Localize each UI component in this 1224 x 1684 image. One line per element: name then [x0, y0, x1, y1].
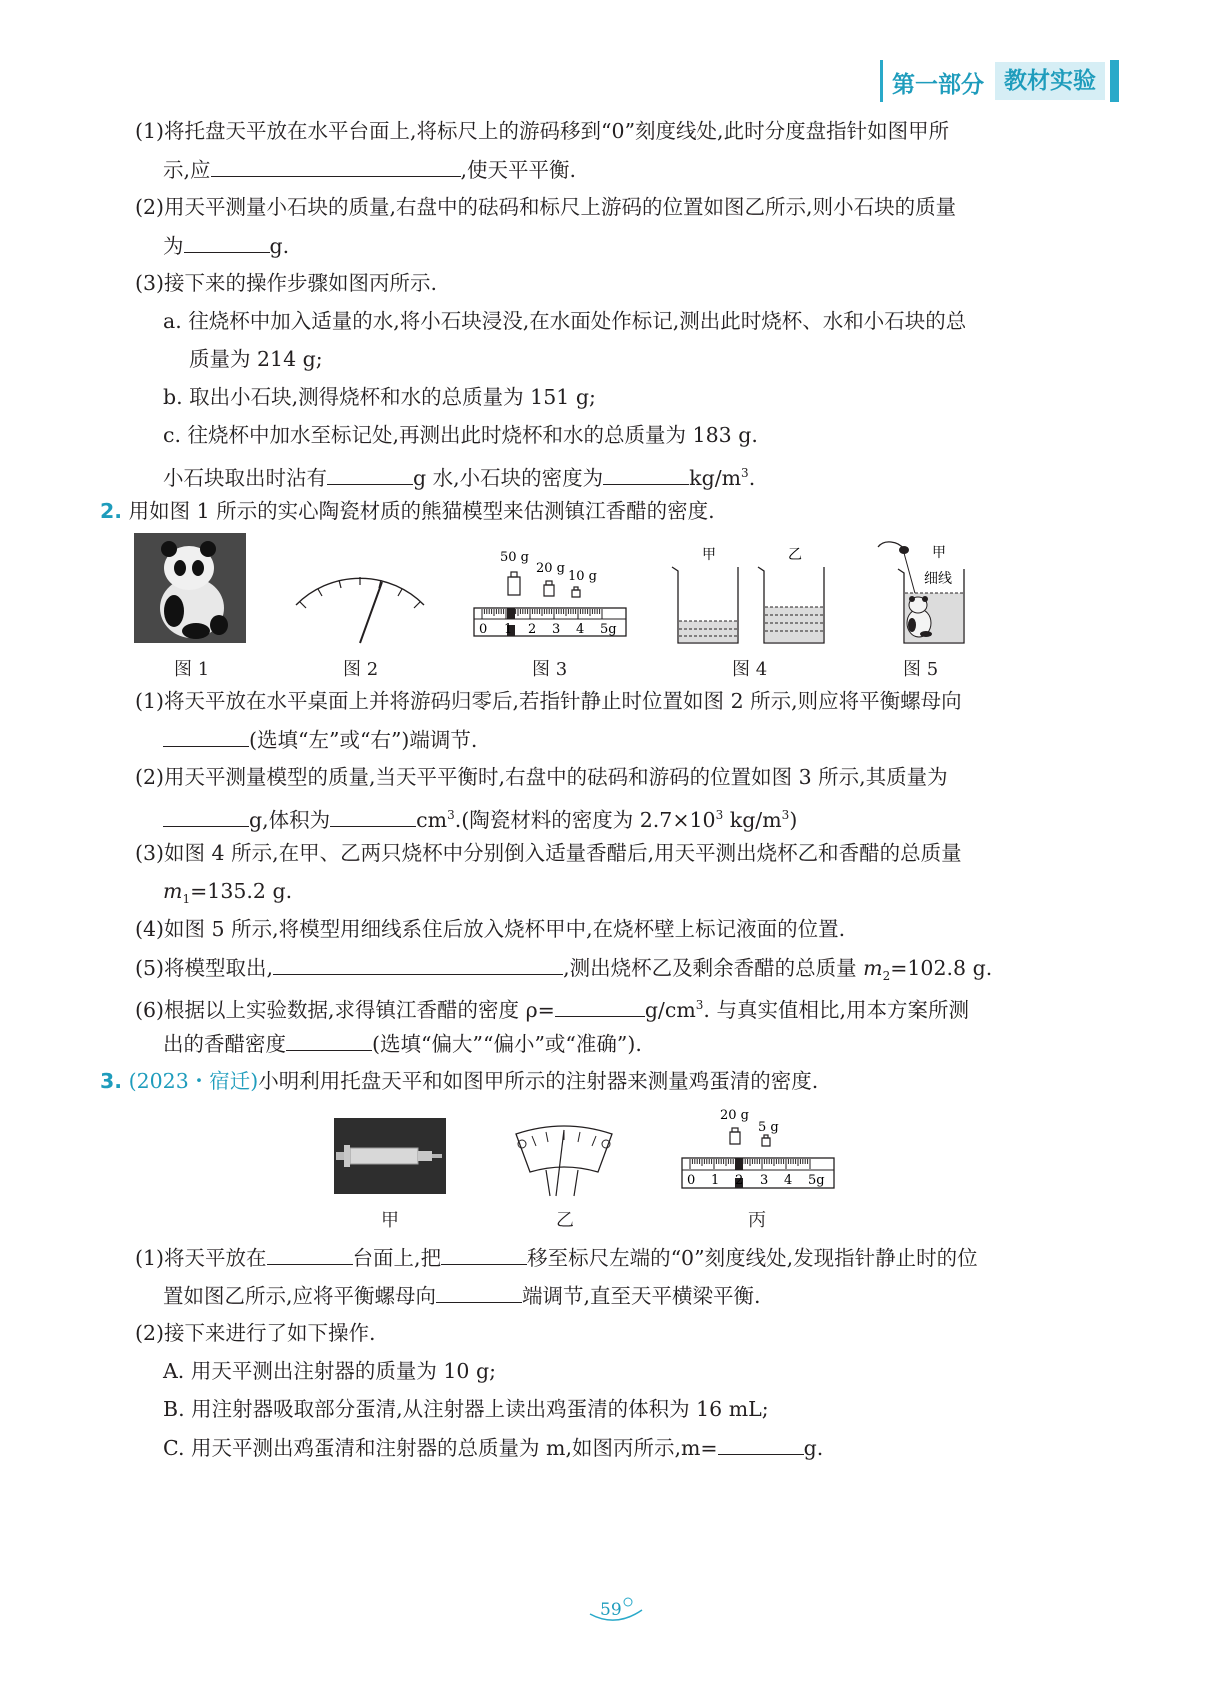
header-accent-bar: [880, 60, 883, 102]
scale-tick-5: 5g: [600, 622, 617, 637]
q2-part5-text: (5)将模型取出,: [135, 956, 274, 980]
q1-step-a-line1: a. 往烧杯中加入适量的水,将小石块浸没,在水面处作标记,测出此时烧杯、水和小石块的总: [163, 309, 967, 333]
q1-step-a-line2: 质量为 214 g;: [189, 347, 323, 371]
q1-step-b: b. 取出小石块,测得烧杯和水的总质量为 151 g;: [163, 385, 596, 409]
q2-part2-unit: cm: [416, 807, 448, 832]
weight-label-20g: 20 g: [720, 1108, 749, 1123]
q3-part1-text: (1)将天平放在: [135, 1246, 267, 1270]
scale-tick-5: 5g: [808, 1173, 825, 1188]
q3-step-B: B. 用注射器吸取部分蛋清,从注射器上读出鸡蛋清的体积为 16 mL;: [163, 1397, 769, 1421]
weight-label-20g: 20 g: [536, 561, 565, 576]
q2-part5: (5)将模型取出, ,测出烧杯乙及剩余香醋的总质量 $m_2=102.8$ g.: [135, 956, 993, 984]
q1-step2-line2: [163, 232, 289, 259]
q1-step1-tail: ,使天平平衡.: [460, 158, 577, 182]
q1-step2-text: 为: [163, 234, 184, 258]
q3-part1-line2: [163, 1282, 761, 1309]
q1-step1-text: 示,应: [163, 158, 211, 182]
caption-fig5: 图 5: [903, 659, 939, 680]
q3-part1-text2: 置如图乙所示,应将平衡螺母向: [163, 1284, 437, 1308]
answer-blank[interactable]: [555, 996, 645, 1017]
q3-part1-line1: [135, 1244, 978, 1271]
scale-tick-0: 0: [479, 622, 488, 637]
answer-blank[interactable]: [441, 1244, 527, 1265]
scale-tick-4: 4: [784, 1173, 793, 1188]
figure-2-dial: [290, 565, 430, 649]
q2-part3-value: =135.2 g.: [190, 879, 293, 903]
caption-yi: 乙: [556, 1210, 574, 1231]
q1-step-d: 小石块取出时沾有 g 水,小石块的密度为 $kg/m^3$.: [163, 465, 756, 490]
figure-bing-weights-scale: [678, 1106, 838, 1202]
section-header: [880, 58, 1126, 104]
q1-step-c: c. 往烧杯中加水至标记处,再测出此时烧杯和水的总质量为 183 g.: [163, 423, 758, 447]
figure-3-weights-scale: [470, 547, 630, 651]
q3-stem: [100, 1068, 818, 1094]
page-number-text: 59: [600, 1600, 622, 1620]
q1-step2-line1: (2)用天平测量小石块的质量,右盘中的砝码和标尺上游码的位置如图乙所示,则小石块的质量: [135, 195, 957, 219]
figure-1-panda-photo: [134, 533, 246, 647]
scale-tick-2: 2: [528, 622, 537, 637]
q3-source: (2023・宿迁): [128, 1069, 259, 1093]
caption-fig1: 图 1: [174, 659, 210, 680]
caption-jia: 甲: [381, 1210, 399, 1231]
q2-stem: [100, 498, 715, 524]
q2-part2-line2: g,体积为 $cm^3$.(陶瓷材料的密度为 $2.7\times 10^3$ $kg/m^3$): [163, 802, 797, 833]
q3-step-C-text: C. 用天平测出鸡蛋清和注射器的总质量为 m,如图丙所示,m=: [163, 1436, 718, 1460]
caption-fig3: 图 3: [532, 659, 568, 680]
q2-part4: (4)如图 5 所示,将模型用细线系住后放入烧杯甲中,在烧杯壁上标记液面的位置.: [135, 917, 846, 941]
answer-blank[interactable]: [211, 156, 461, 177]
answer-blank[interactable]: [184, 232, 270, 253]
q1-step1-line1: (1)将托盘天平放在水平台面上,将标尺上的游码移到“0”刻度线处,此时分度盘指针如图甲所: [135, 119, 950, 143]
answer-blank[interactable]: [327, 464, 413, 485]
q2-number: 2.: [100, 499, 123, 523]
q2-part2-note2: kg/m: [723, 807, 782, 832]
scale-tick-2: 2: [735, 1173, 744, 1188]
q3-part2: (2)接下来进行了如下操作.: [135, 1321, 376, 1345]
q2-stem-text: 用如图 1 所示的实心陶瓷材质的熊猫模型来估测镇江香醋的密度.: [128, 499, 715, 523]
header-section: 教材实验: [995, 62, 1105, 100]
thread-label: 细线: [924, 571, 952, 587]
page-number: [600, 1600, 622, 1620]
q1-d-text: 小石块取出时沾有: [163, 465, 327, 490]
q3-step-C-tail: g.: [803, 1436, 824, 1460]
weight-label-10g: 10 g: [568, 569, 597, 584]
q2-part1-tail: (选填“左”或“右”)端调节.: [249, 728, 478, 752]
q3-part1-mid: 台面上,把: [352, 1246, 442, 1270]
caption-bing: 丙: [748, 1210, 766, 1231]
q1-step1-line2: [163, 156, 576, 183]
scale-tick-3: 3: [760, 1173, 769, 1188]
q2-part6-tail2: (选填“偏大”“偏小”或“准确”).: [372, 1032, 642, 1056]
caption-fig2: 图 2: [343, 659, 379, 680]
answer-blank[interactable]: [163, 806, 249, 827]
answer-blank[interactable]: [330, 806, 416, 827]
answer-blank[interactable]: [163, 726, 249, 747]
q2-part1-line2: [163, 726, 477, 753]
weight-label-5g: 5 g: [758, 1120, 779, 1135]
q3-part1-tail: 移至标尺左端的“0”刻度线处,发现指针静止时的位: [527, 1246, 978, 1270]
q2-part6-line1: (6)根据以上实验数据,求得镇江香醋的密度 $\rho= g/cm^3$. 与真实值相比,用本方案所测: [135, 997, 969, 1022]
answer-blank[interactable]: [273, 954, 563, 975]
beaker-label-jia: 甲: [932, 545, 946, 561]
scale-tick-1: 1: [711, 1173, 720, 1188]
q2-part6-text2: 出的香醋密度: [163, 1032, 286, 1056]
header-accent-block: [1110, 60, 1119, 102]
q3-stem-text: 小明利用托盘天平和如图甲所示的注射器来测量鸡蛋清的密度.: [258, 1069, 819, 1093]
q2-part2-end: ): [789, 807, 798, 832]
q3-step-A: A. 用天平测出注射器的质量为 10 g;: [163, 1359, 496, 1383]
q2-part1-line1: (1)将天平放在水平桌面上并将游码归零后,若指针静止时位置如图 2 所示,则应将平衡螺母向: [135, 689, 962, 713]
scale-tick-3: 3: [552, 622, 561, 637]
q1-d-mid: g 水,小石块的密度为: [413, 465, 604, 490]
answer-blank[interactable]: [718, 1434, 804, 1455]
q2-part6-text: (6)根据以上实验数据,求得镇江香醋的密度 ρ=: [135, 997, 555, 1022]
q1-step3: (3)接下来的操作步骤如图丙所示.: [135, 271, 438, 295]
q2-part5-value: =102.8 g.: [890, 956, 993, 980]
q2-part2-line1: (2)用天平测量模型的质量,当天平平衡时,右盘中的砝码和游码的位置如图 3 所示,其质量为: [135, 765, 948, 789]
q3-part1-tail2: 端调节,直至天平横梁平衡.: [522, 1284, 761, 1308]
scale-tick-1: 1: [504, 622, 513, 637]
beaker-label-jia: 甲: [702, 547, 716, 563]
q2-part6-line2: [163, 1030, 642, 1057]
answer-blank[interactable]: [603, 464, 689, 485]
figure-4-beakers: [666, 543, 846, 651]
scale-tick-4: 4: [576, 622, 585, 637]
answer-blank[interactable]: [267, 1244, 353, 1265]
header-part: 第一部分: [892, 72, 984, 98]
q1-step2-tail: g.: [269, 234, 290, 258]
q2-part6-unit: g/cm: [644, 997, 696, 1022]
q2-part3-line2: $m_1=135.2$ g.: [163, 879, 293, 907]
figure-jia-syringe-photo: [334, 1118, 446, 1198]
q2-part2-note: .(陶瓷材料的密度为 2.7×10: [454, 807, 716, 832]
answer-blank[interactable]: [286, 1030, 372, 1051]
figure-5-beaker-with-model: [870, 533, 980, 651]
q2-part2-mid: g,体积为: [249, 807, 331, 832]
q3-step-C: [163, 1434, 823, 1461]
q2-part5-mid: ,测出烧杯乙及剩余香醋的总质量: [563, 956, 864, 980]
scale-tick-0: 0: [687, 1173, 696, 1188]
weight-label-50g: 50 g: [500, 550, 529, 565]
q3-number: 3.: [100, 1069, 123, 1093]
figure-yi-dial: [512, 1122, 616, 1202]
caption-fig4: 图 4: [732, 659, 768, 680]
answer-blank[interactable]: [436, 1282, 522, 1303]
beaker-label-yi: 乙: [788, 547, 802, 563]
q2-part3-line1: (3)如图 4 所示,在甲、乙两只烧杯中分别倒入适量香醋后,用天平测出烧杯乙和香醋的总质量: [135, 841, 962, 865]
q2-part6-tail: . 与真实值相比,用本方案所测: [703, 997, 969, 1022]
q1-d-unit: kg/m: [689, 465, 742, 490]
